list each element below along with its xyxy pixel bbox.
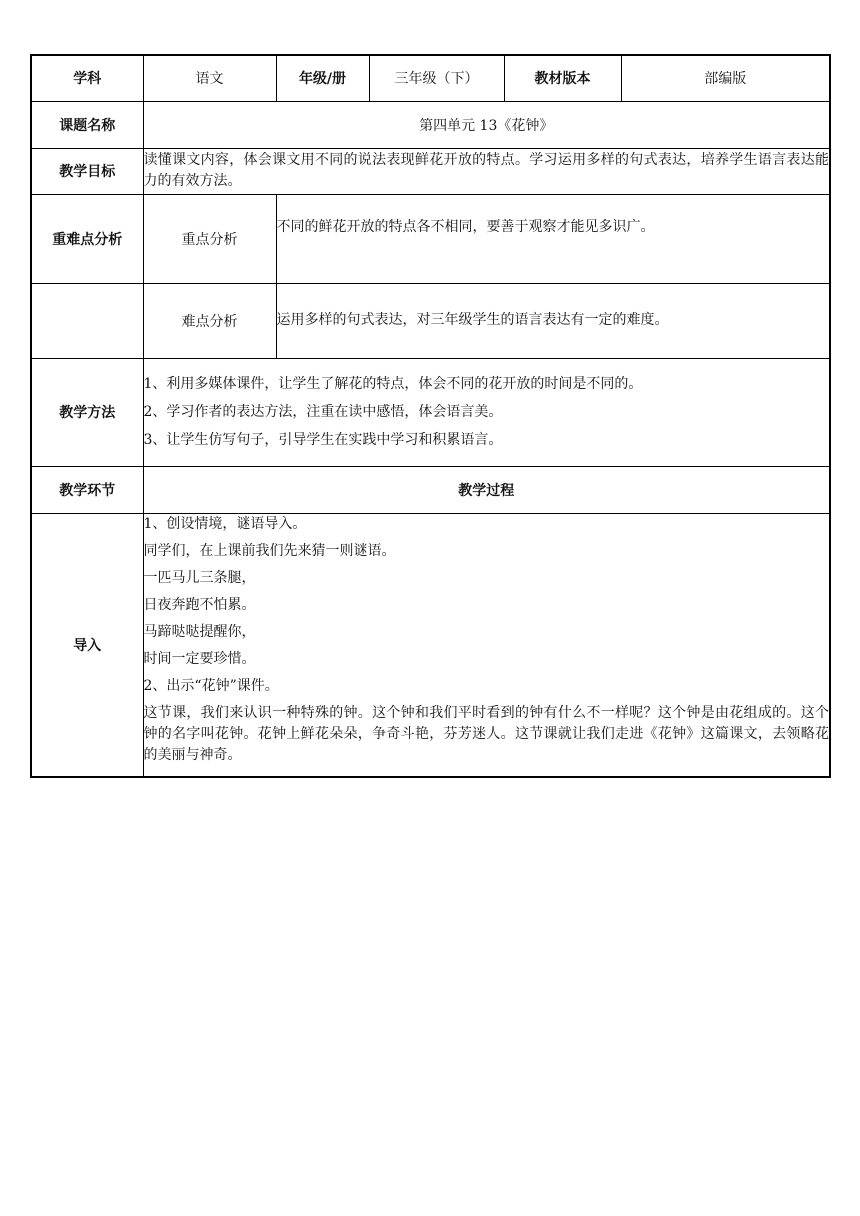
intro-label: 导入	[31, 513, 143, 777]
empty-cell	[31, 283, 143, 358]
intro-line: 1、创设情境，谜语导入。	[143, 515, 307, 532]
method-row	[31, 358, 830, 466]
intro-line: 一匹马儿三条腿，	[143, 569, 256, 586]
method-label: 教学方法	[31, 358, 143, 466]
stage-header: 教学环节	[31, 466, 143, 513]
subject-label: 学科	[31, 55, 143, 101]
grade-label: 年级/册	[276, 55, 369, 101]
topic-value: 第四单元 13《花钟》	[143, 101, 830, 148]
hard-analysis-row	[31, 283, 830, 358]
key-analysis-label: 重点分析	[143, 194, 276, 283]
key-analysis-row	[31, 194, 830, 283]
grade-value: 三年级（下）	[369, 55, 504, 101]
intro-line: 同学们，在上课前我们先来猜一则谜语。	[143, 542, 396, 559]
hard-analysis-value: 运用多样的句式表达，对三年级学生的语言表达有一定的难度。	[276, 283, 830, 358]
method-item: 1、利用多媒体课件，让学生了解花的特点，体会不同的花开放的时间是不同的。	[143, 375, 643, 392]
intro-row	[31, 513, 830, 777]
topic-row	[31, 101, 830, 148]
intro-content	[143, 513, 830, 777]
process-header-row	[31, 466, 830, 513]
intro-line: 日夜奔跑不怕累。	[143, 596, 256, 613]
method-item: 3、让学生仿写句子，引导学生在实践中学习和积累语言。	[143, 431, 503, 448]
key-analysis-value: 不同的鲜花开放的特点各不相同，要善于观察才能见多识广。	[276, 194, 830, 283]
method-item: 2、学习作者的表达方法，注重在读中感悟，体会语言美。	[143, 403, 503, 420]
analysis-label: 重难点分析	[31, 194, 143, 283]
intro-line: 2、出示“花钟”课件。	[143, 677, 279, 694]
intro-line: 时间一定要珍惜。	[143, 650, 256, 667]
hard-analysis-label: 难点分析	[143, 283, 276, 358]
goal-row	[31, 148, 830, 194]
edition-value: 部编版	[621, 55, 830, 101]
goal-value: 读懂课文内容，体会课文用不同的说法表现鲜花开放的特点。学习运用多样的句式表达，培养学生语言表达能力的有效方法。	[143, 148, 830, 194]
topic-label: 课题名称	[31, 101, 143, 148]
intro-line: 马蹄哒哒提醒你，	[143, 623, 256, 640]
intro-paragraph: 这节课，我们来认识一种特殊的钟。这个钟和我们平时看到的钟有什么不一样呢？这个钟是由花组成的。这个钟的名字叫花钟。花钟上鲜花朵朵，争奇斗艳，芬芳迷人。这节课就让我们走进《花钟》这篇课文，去领略花的美丽与神奇。	[143, 704, 829, 763]
header-row	[31, 55, 830, 101]
lesson-plan-table	[30, 54, 831, 778]
goal-label: 教学目标	[31, 148, 143, 194]
subject-value: 语文	[143, 55, 276, 101]
method-list	[143, 358, 830, 466]
edition-label: 教材版本	[504, 55, 621, 101]
process-header: 教学过程	[143, 466, 830, 513]
